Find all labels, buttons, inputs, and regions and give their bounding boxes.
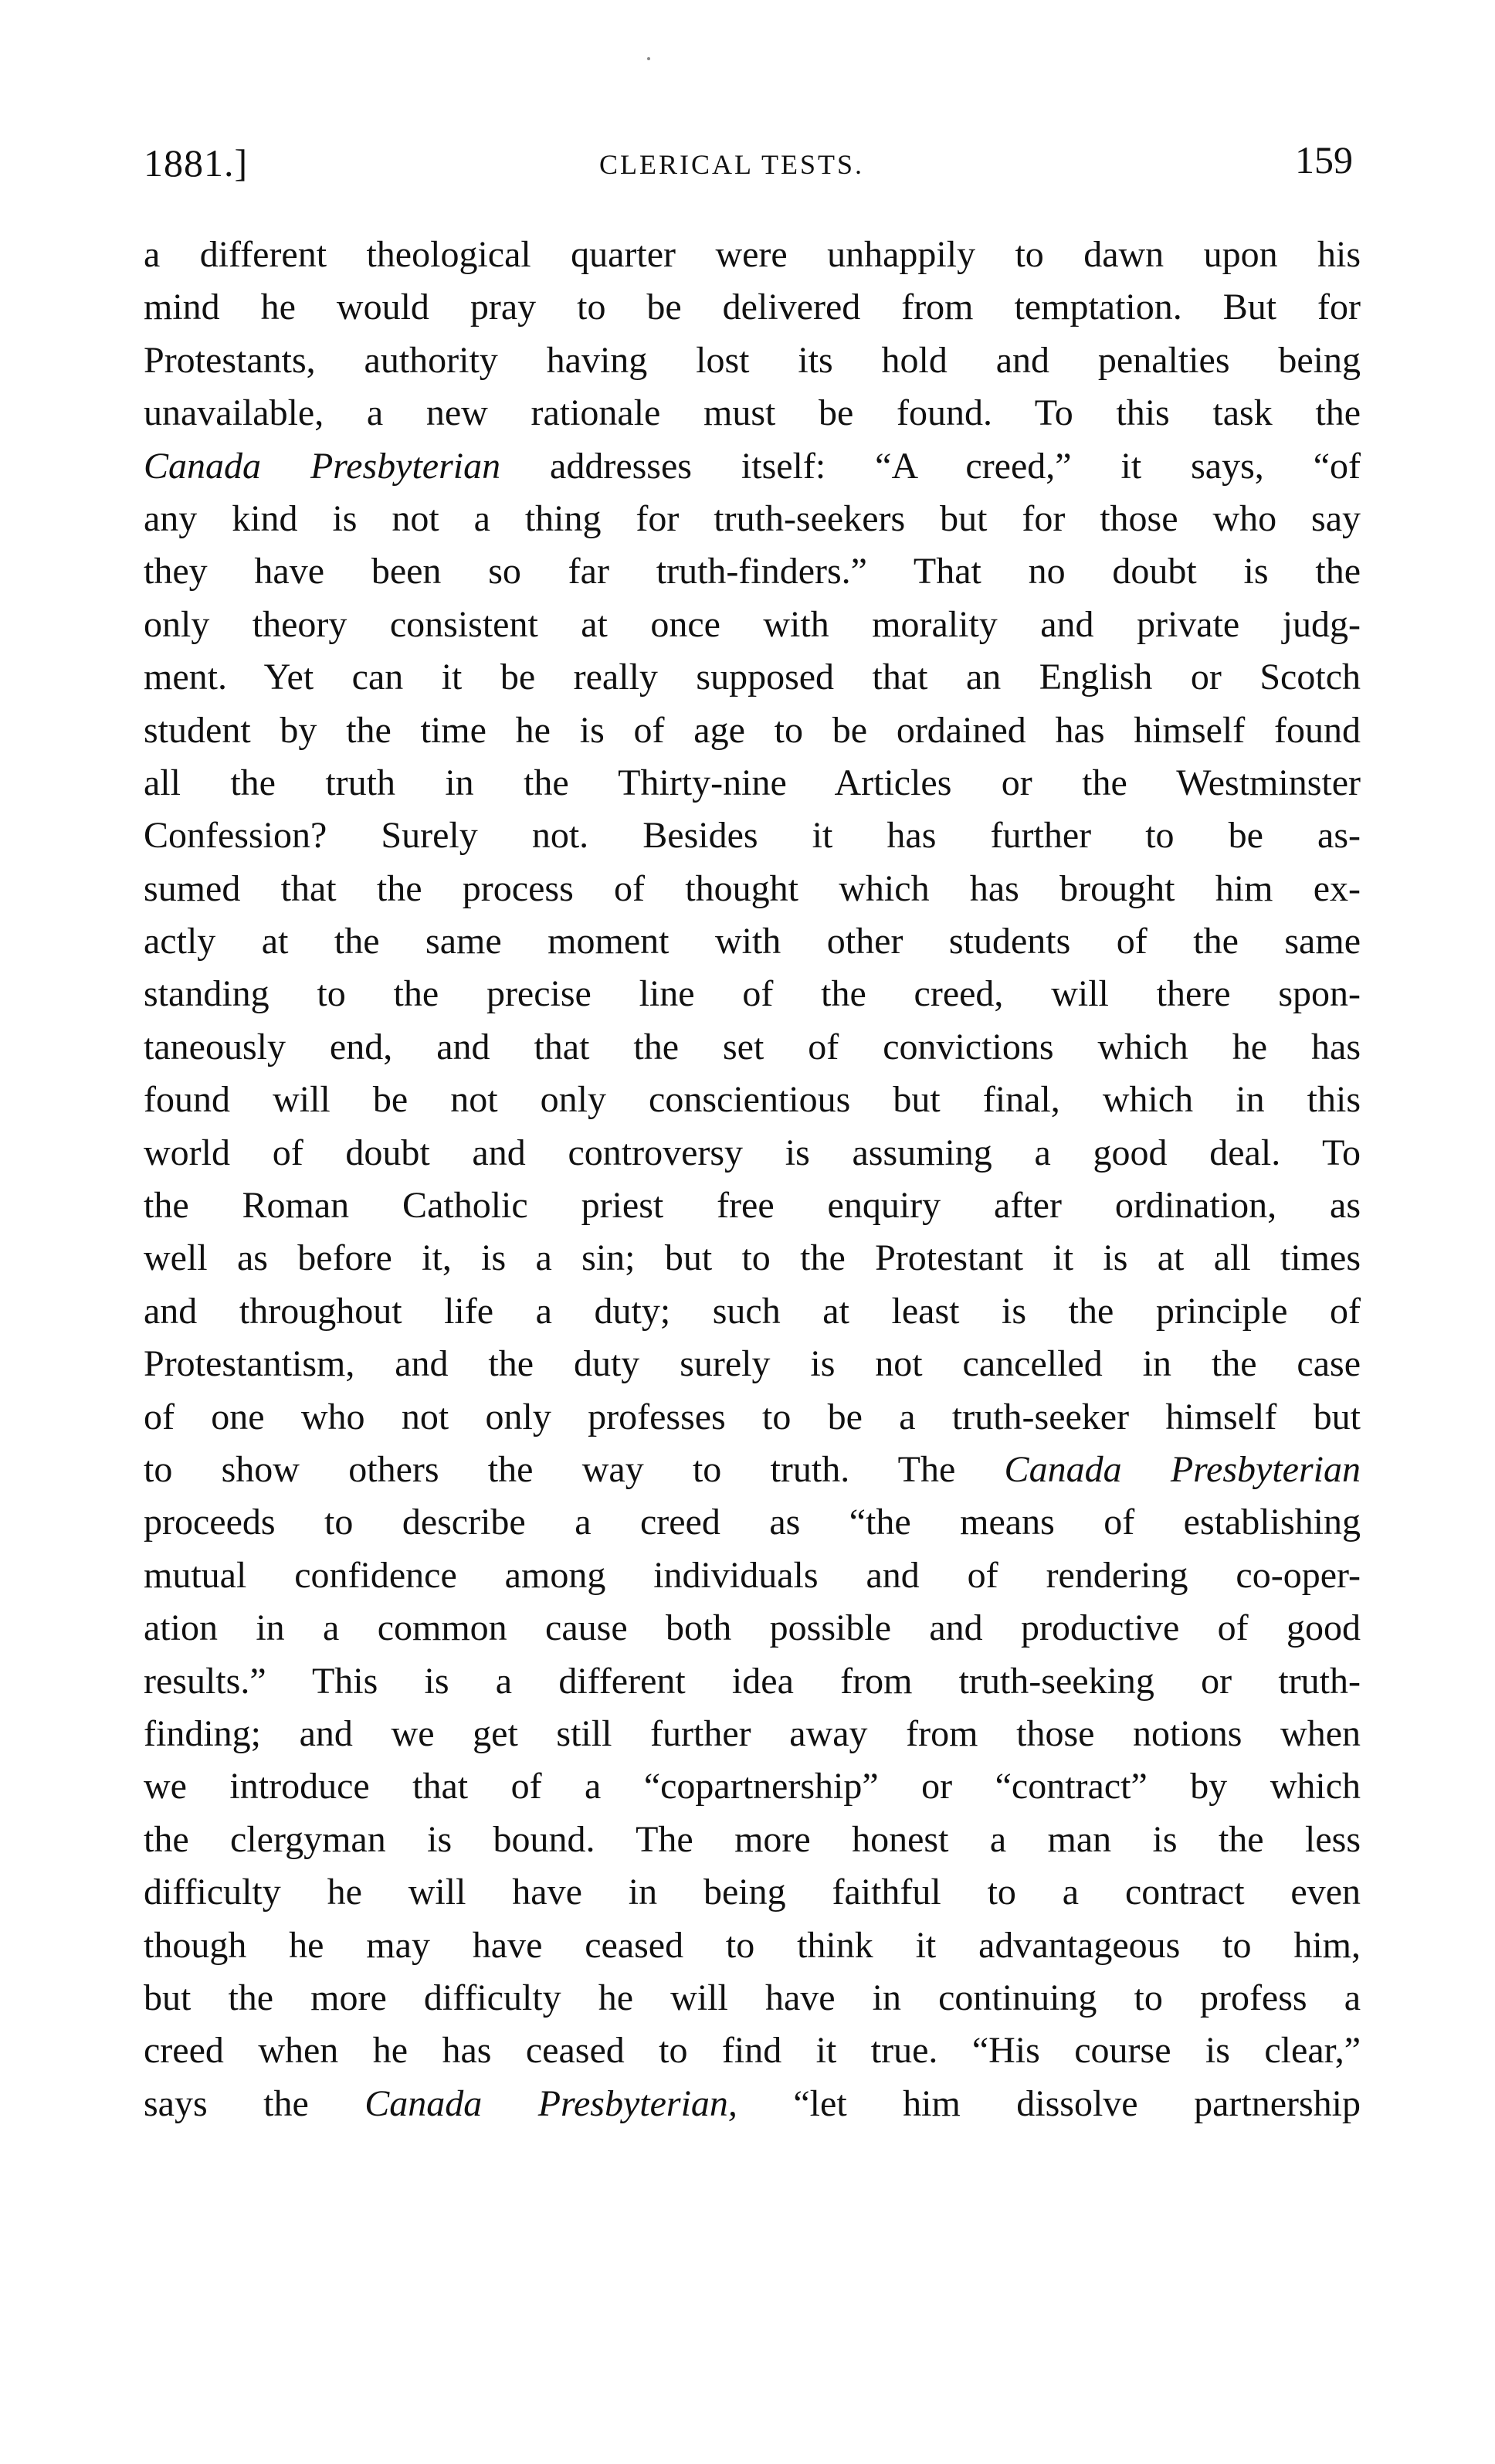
text-segment: Protestantism, and the duty surely is not cancelled in the case xyxy=(144,1343,1361,1385)
text-segment: standing to the precise line of the creed, will there spon- xyxy=(144,973,1361,1015)
text-segment: Confession? Surely not. Besides it has further to be as- xyxy=(144,815,1361,857)
text-line xyxy=(144,1814,1361,1866)
text-segment: results.” This is a different idea from truth-seeking or truth- xyxy=(144,1660,1361,1702)
running-header xyxy=(144,138,1361,195)
text-segment: proceeds to describe a creed as “the means of establishing xyxy=(144,1502,1361,1543)
text-segment: addresses itself: “A creed,” it says, “of xyxy=(500,445,1361,487)
text-line xyxy=(144,2024,1361,2077)
text-line xyxy=(144,1866,1361,1919)
text-segment: the clergyman is bound. The more honest a man is the less xyxy=(144,1818,1361,1860)
text-segment: “let him dissolve partnership xyxy=(737,2082,1361,2124)
text-line xyxy=(144,493,1361,545)
header-year: 1881.] xyxy=(144,141,249,185)
text-segment: world of doubt and controversy is assuming a good deal. To xyxy=(144,1132,1361,1173)
text-line xyxy=(144,334,1361,387)
text-segment: well as before it, is a sin; but to the Protestant it is at all times xyxy=(144,1237,1361,1279)
text-line xyxy=(144,651,1361,704)
text-segment: any kind is not a thing for truth-seekers but for those who say xyxy=(144,497,1361,539)
text-segment: student by the time he is of age to be ordained has himself found xyxy=(144,709,1361,751)
text-line xyxy=(144,1655,1361,1708)
text-segment: Protestants, authority having lost its hold and penalties being xyxy=(144,339,1361,381)
running-title: CLERICAL TESTS. xyxy=(599,149,865,180)
text-line xyxy=(144,1074,1361,1126)
text-line xyxy=(144,1285,1361,1338)
text-segment: taneously end, and that the set of convictions which he has xyxy=(144,1026,1361,1067)
text-segment: unavailable, a new rationale must be found. To this task the xyxy=(144,392,1361,434)
text-segment: but the more difficulty he will have in continuing to profess a xyxy=(144,1977,1361,2018)
text-segment: creed when he has ceased to find it true. “His course is clear,” xyxy=(144,2030,1361,2072)
text-segment: ation in a common cause both possible and productive of good xyxy=(144,1607,1361,1649)
text-line xyxy=(144,387,1361,440)
text-line xyxy=(144,757,1361,809)
text-segment: of one who not only professes to be a truth-seeker himself but xyxy=(144,1396,1361,1437)
text-line xyxy=(144,1179,1361,1232)
text-line xyxy=(144,1919,1361,1972)
text-segment: the Roman Catholic priest free enquiry after ordination, as xyxy=(144,1185,1361,1227)
text-segment: finding; and we get still further away from those notions when xyxy=(144,1712,1361,1754)
text-segment: difficulty he will have in being faithful to a contract even xyxy=(144,1872,1361,1913)
text-segment: sumed that the process of thought which has brought him ex- xyxy=(144,867,1361,909)
text-segment: mutual confidence among individuals and of rendering co-oper- xyxy=(144,1554,1361,1596)
text-line xyxy=(144,1496,1361,1549)
text-segment: we introduce that of a “copartnership” or “contract” by which xyxy=(144,1766,1361,1807)
text-segment: mind he would pray to be delivered from temptation. But for xyxy=(144,287,1361,328)
text-line xyxy=(144,1021,1361,1074)
text-line xyxy=(144,599,1361,651)
text-line xyxy=(144,229,1361,281)
text-line xyxy=(144,1972,1361,2024)
text-segment: to show others the way to truth. The xyxy=(144,1448,1005,1490)
text-line xyxy=(144,2078,1361,2130)
text-segment: says the xyxy=(144,2082,365,2124)
text-segment: though he may have ceased to think it advantageous to him, xyxy=(144,1924,1361,1966)
text-segment: ment. Yet can it be really supposed that an English or Scotch xyxy=(144,657,1361,698)
italic-text: Canada Presbyterian xyxy=(1004,1448,1361,1490)
italic-text: Canada Presbyterian, xyxy=(364,2082,737,2124)
text-line xyxy=(144,281,1361,334)
printing-speck xyxy=(647,57,650,60)
text-line xyxy=(144,809,1361,862)
text-line xyxy=(144,863,1361,915)
text-segment: only theory consistent at once with morality and private judg- xyxy=(144,603,1361,645)
text-line xyxy=(144,545,1361,598)
body-text xyxy=(144,229,1361,2130)
text-segment: all the truth in the Thirty-nine Articles or the Westminster xyxy=(144,762,1361,803)
text-line xyxy=(144,1444,1361,1496)
page-number: 159 xyxy=(1295,138,1353,182)
text-segment: actly at the same moment with other students of the same xyxy=(144,921,1361,962)
text-line xyxy=(144,1338,1361,1390)
text-line xyxy=(144,1602,1361,1655)
text-line xyxy=(144,1391,1361,1444)
text-line xyxy=(144,968,1361,1020)
text-segment: a different theological quarter were unhappily to dawn upon his xyxy=(144,234,1361,275)
text-segment: and throughout life a duty; such at least is the principle of xyxy=(144,1290,1361,1332)
text-line xyxy=(144,1708,1361,1760)
text-line xyxy=(144,915,1361,968)
text-line xyxy=(144,440,1361,493)
text-segment: found will be not only conscientious but final, which in this xyxy=(144,1079,1361,1121)
text-line xyxy=(144,704,1361,757)
text-line xyxy=(144,1549,1361,1602)
text-line xyxy=(144,1760,1361,1813)
italic-text: Canada Presbyterian xyxy=(144,445,501,487)
text-line xyxy=(144,1127,1361,1179)
text-segment: they have been so far truth-finders.” That no doubt is the xyxy=(144,551,1361,592)
text-line xyxy=(144,1232,1361,1285)
